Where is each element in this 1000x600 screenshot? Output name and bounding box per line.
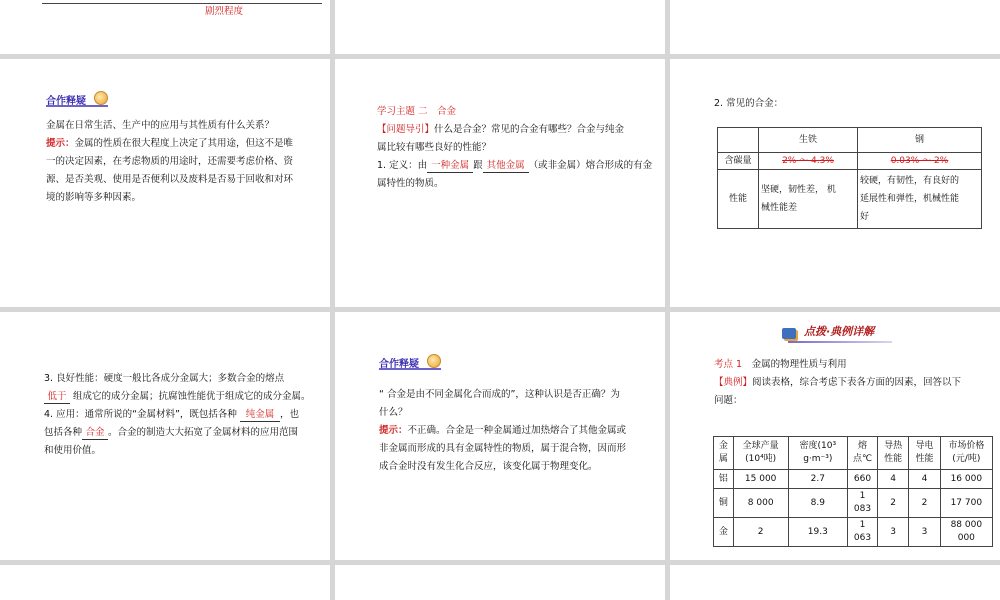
property-line-1: 3. 良好性能：硬度一般比各成分金属大；多数合金的熔点 <box>44 373 285 384</box>
example-line-1: 【典例】阅读表格，综合考虑下表各方面的因素，回答以下 <box>714 377 962 388</box>
intensity-label: 剧烈程度 <box>205 6 244 17</box>
definition-line-2: 属特性的物质。 <box>377 178 444 189</box>
table-cell: 金 <box>714 518 734 547</box>
table-cell: 铜 <box>714 489 734 518</box>
guide-line-2: 属比较有哪些良好的性能？ <box>377 142 492 153</box>
banner-title: 点拨·典例详解 <box>804 325 875 338</box>
table-cell: 8.9 <box>788 489 848 518</box>
banner-underline <box>788 341 892 343</box>
lightbulb-icon <box>94 91 108 105</box>
metal-table-header: 密度(10³ g·m⁻³) <box>788 437 848 470</box>
slide-properties <box>0 312 330 560</box>
slide-common-alloys <box>670 59 1000 307</box>
alloy-table <box>717 127 982 229</box>
metal-table-header: 导电性能 <box>909 437 940 470</box>
slide-discussion-1 <box>0 59 330 307</box>
lightbulb-icon <box>427 354 441 368</box>
table-row <box>714 470 993 489</box>
guide-line-1: 【问题导引】什么是合金？常见的合金有哪些？合金与纯金 <box>377 124 625 135</box>
steel-carbon: 0.03% ～ 2% <box>890 155 949 166</box>
table-edge <box>42 0 322 4</box>
property-line-4: 包括各种 合金 。合金的制造大大拓宽了金属材料的应用范围 <box>44 427 299 438</box>
slide-topic-alloy <box>335 59 665 307</box>
book-icon <box>782 328 796 339</box>
hint-line-1: 提示：不正确。合金是一种金属通过加热熔合了其他金属或 <box>379 425 627 436</box>
hint-line-4: 境的影响等多种因素。 <box>46 192 142 203</box>
table-cell: 4 <box>909 470 940 489</box>
table-cell: 4 <box>877 470 908 489</box>
table-cell: 3 <box>909 518 940 547</box>
slide-top-right <box>670 0 1000 54</box>
header-pig-iron: 生铁 <box>759 128 858 153</box>
hint-line-3: 成合金时没有发生化合反应，该变化属于物理变化。 <box>379 461 598 472</box>
pig-iron-carbon: 2% ～ 4.3% <box>782 155 834 166</box>
hint-line-3: 源、是否美观、使用是否便利以及废料是否易于回收和对环 <box>46 174 294 185</box>
pig-iron-property: 坚硬，韧性差， 机 械性能差 <box>759 170 858 229</box>
steel-property: 较硬，有韧性，有良好的 延展性和弹性，机械性能 好 <box>858 170 982 229</box>
slide-bottom-right <box>670 565 1000 600</box>
metal-table-header: 熔点℃ <box>848 437 878 470</box>
definition-line: 1. 定义：由 一种金属 跟 其他金属 （或非金属）熔合形成的有金 <box>377 160 653 171</box>
table-cell: 2 <box>909 489 940 518</box>
metal-table <box>713 436 993 547</box>
slide-discussion-2 <box>335 312 665 560</box>
slide-bottom-left <box>0 565 330 600</box>
metal-table-header: 市场价格(元/吨) <box>940 437 992 470</box>
table-cell: 2.7 <box>788 470 848 489</box>
header-steel: 钢 <box>858 128 982 153</box>
property-line-5: 和使用价值。 <box>44 445 102 456</box>
blank-lower-than: 低于 <box>44 391 70 404</box>
table-cell: 1 063 <box>848 518 878 547</box>
table-cell: 17 700 <box>940 489 992 518</box>
slide-top-left <box>0 0 330 54</box>
topic-title: 学习主题 二 合金 <box>377 106 457 117</box>
table-cell: 88 000 000 <box>940 518 992 547</box>
table-cell: 3 <box>877 518 908 547</box>
blank-one-metal: 一种金属 <box>427 160 473 173</box>
table-cell: 16 000 <box>940 470 992 489</box>
slide-example <box>670 312 1000 560</box>
common-alloys-heading: 2. 常见的合金： <box>714 98 784 109</box>
blank-alloy: 合金 <box>82 427 108 440</box>
row-property-label: 性能 <box>718 170 759 229</box>
property-line-3: 4. 应用：通常所说的“金属材料”，既包括各种 纯金属 ，也 <box>44 409 299 420</box>
tag-label: 合作释疑 <box>379 359 419 370</box>
hint-line-1: 提示：金属的性质在很大程度上决定了其用途，但这不是唯 <box>46 138 294 149</box>
question-text: 金属在日常生活、生产中的应用与其性质有什么关系？ <box>46 120 275 131</box>
table-cell: 铝 <box>714 470 734 489</box>
table-cell: 15 000 <box>733 470 788 489</box>
point-line: 考点 1 金属的物理性质与利用 <box>714 359 847 370</box>
blank-other-metal: 其他金属 <box>483 160 529 173</box>
hint-line-2: 非金属而形成的具有金属特性的物质，属于混合物，因而形 <box>379 443 627 454</box>
property-line-2: 低于 组成它的成分金属；抗腐蚀性能优于组成它的成分金属。 <box>44 388 311 406</box>
question-line-2: 什么？ <box>379 407 408 418</box>
metal-table-header: 金属 <box>714 437 734 470</box>
slide-top-middle <box>335 0 665 54</box>
table-cell: 2 <box>733 518 788 547</box>
table-cell: 8 000 <box>733 489 788 518</box>
hint-line-2: 一的决定因素，在考虑物质的用途时，还需要考虑价格、资 <box>46 156 294 167</box>
slide-bottom-middle <box>335 565 665 600</box>
table-cell: 2 <box>877 489 908 518</box>
cooperation-tag <box>379 352 441 370</box>
example-line-2: 问题： <box>714 395 743 406</box>
metal-table-header: 全球产量(10⁴吨) <box>733 437 788 470</box>
section-banner <box>782 324 892 346</box>
table-row <box>714 518 993 547</box>
cooperation-tag <box>46 89 108 107</box>
question-line-1: “ 合金是由不同金属化合而成的”，这种认识是否正确？为 <box>379 389 620 400</box>
blank-pure-metal: 纯金属 <box>240 409 280 422</box>
table-cell: 19.3 <box>788 518 848 547</box>
tag-label: 合作释疑 <box>46 96 86 107</box>
table-row <box>714 489 993 518</box>
table-cell: 1 083 <box>848 489 878 518</box>
table-cell: 660 <box>848 470 878 489</box>
metal-table-header: 导热性能 <box>877 437 908 470</box>
row-carbon-label: 含碳量 <box>718 153 759 170</box>
